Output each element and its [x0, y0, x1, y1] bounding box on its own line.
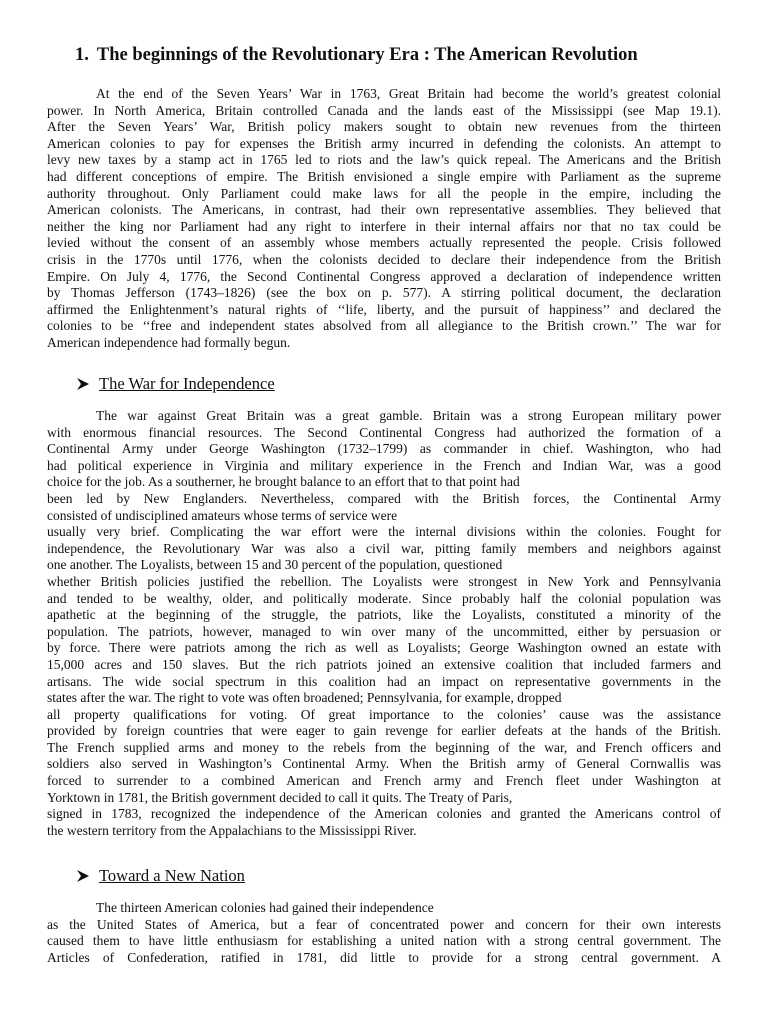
text-line: provided by foreign countries that were eager to gain revenge for earlier defeats at the hands of the British.	[47, 723, 721, 739]
paragraph-war	[47, 408, 721, 839]
text-line: The French supplied arms and money to the rebels from the beginning of the war, and French officers and	[47, 739, 721, 755]
text-line: had political experience in Virginia and military experience in the French and Indian War, was a good	[47, 457, 721, 473]
text-line: apathetic at the beginning of the struggle, the patriots, like the Loyalists, constituted a minority of the	[47, 607, 721, 623]
paragraph-intro	[47, 86, 721, 352]
text-line: authority throughout. Only Parliament could make laws for all the people in the empire, including the	[47, 185, 721, 201]
arrowhead-bullet-icon	[76, 377, 90, 391]
text-line: 15,000 acres and 150 slaves. But the rich patriots joined an extensive coalition that included farmers and	[47, 656, 721, 672]
text-line: by Thomas Jefferson (1743–1826) (see the box on p. 577). A stirring political document, the declaration	[47, 285, 721, 301]
section-heading-toward-a-new-nation	[76, 866, 245, 886]
text-line: forced to surrender to a combined American and French army and French fleet under Washington at	[47, 773, 721, 789]
text-line: artisans. The wide social spectrum in this coalition had an impact on representative governments in the	[47, 673, 721, 689]
text-line: Continental Army under George Washington (1732–1799) as commander in chief. Washington, who had	[47, 441, 721, 457]
text-line: After the Seven Years’ War, British policy makers sought to obtain new revenues from the thirteen	[47, 119, 721, 135]
page-title	[75, 44, 721, 66]
section-heading-war-for-independence	[76, 374, 275, 394]
text-line: population. The patriots, however, managed to win over many of the uncommitted, either by persuasion or	[47, 623, 721, 639]
text-line: crisis in the 1770s until 1776, when the colonists decided to declare their independence from the British	[47, 251, 721, 267]
text-line: affirmed the Enlightenment’s natural rights of ‘‘life, liberty, and the pursuit of happiness’’ and declared the	[47, 301, 721, 317]
text-line: Empire. On July 4, 1776, the Second Continental Congress approved a declaration of independence written	[47, 268, 721, 284]
text-line: states after the war. The right to vote was often broadened; Pennsylvania, for example, dropped	[47, 690, 562, 706]
text-line: the western territory from the Appalachians to the Mississippi River.	[47, 822, 417, 838]
text-line: The thirteen American colonies had gained their independence	[96, 900, 434, 915]
document-page	[47, 44, 721, 965]
text-line: levied without the consent of an assembly whose members actually represented the people. Crisis followed	[47, 235, 721, 251]
text-line: The war against Great Britain was a great gamble. Britain was a strong European military power	[96, 408, 721, 423]
text-line: as the United States of America, but a fear of concentrated power and concern for their own interests	[47, 916, 721, 932]
text-line: usually very brief. Complicating the war effort were the internal divisions within the colonies. Fought for	[47, 524, 721, 540]
text-line: had different conceptions of empire. The British envisioned a single empire with Parliament as the supreme	[47, 168, 721, 184]
text-line: choice for the job. As a southerner, he brought balance to an effort that to that point had	[47, 474, 520, 490]
text-line: levy new taxes by a stamp act in 1765 led to riots and the law’s quick repeal. The Americans and the British	[47, 152, 721, 168]
text-line: been led by New Englanders. Nevertheless, compared with the British forces, the Continental Army	[47, 490, 721, 506]
title-number: 1.	[75, 45, 89, 65]
text-line: with enormous financial resources. The Second Continental Congress had authorized the formation of a	[47, 424, 721, 440]
text-line: by force. There were patriots among the rich as well as Loyalists; George Washington owned an estate with	[47, 640, 721, 656]
text-line: Articles of Confederation, ratified in 1781, did little to provide for a strong central government. A	[47, 949, 721, 965]
text-line: power. In North America, Britain controlled Canada and the lands east of the Mississippi (see Map 19.1).	[47, 102, 721, 118]
text-line: whether British policies justified the rebellion. The Loyalists were strongest in New York and Pennsylvania	[47, 573, 721, 589]
text-line: American independence had formally begun.	[47, 334, 291, 350]
section-heading-label: The War for Independence	[99, 374, 275, 393]
text-line: neither the king nor Parliament had any right to interfere in their internal affairs nor that no tax could be	[47, 218, 721, 234]
text-line: independence, the Revolutionary War was also a civil war, pitting family members and neighbors against	[47, 540, 721, 556]
text-line: consisted of undisciplined amateurs whose terms of service were	[47, 507, 398, 523]
arrowhead-bullet-icon	[76, 869, 90, 883]
text-line: caused them to have little enthusiasm for establishing a united nation with a strong central government. The	[47, 933, 721, 949]
text-line: At the end of the Seven Years’ War in 1763, Great Britain had become the world’s greatest colonial	[96, 86, 721, 101]
text-line: all property qualifications for voting. Of great importance to the colonies’ cause was the assistance	[47, 706, 721, 722]
paragraph-new-nation	[47, 900, 721, 966]
text-line: soldiers also served in Washington’s Continental Army. When the British army of General Cornwallis was	[47, 756, 721, 772]
title-text: The beginnings of the Revolutionary Era : The American Revolution	[96, 45, 638, 65]
text-line: signed in 1783, recognized the independence of the American colonies and granted the Americans control of	[47, 806, 721, 822]
text-line: American colonists. The Americans, in contrast, had their own representative assemblies. They believed that	[47, 202, 721, 218]
text-line: colonies to be ‘‘free and independent states absolved from all allegiance to the British crown.’’ The war for	[47, 318, 721, 334]
text-line: American colonies to pay for expenses the British army incurred in defending the colonists. An attempt to	[47, 135, 721, 151]
text-line: one another. The Loyalists, between 15 and 30 percent of the population, questioned	[47, 557, 503, 573]
text-line: Yorktown in 1781, the British government decided to call it quits. The Treaty of Paris,	[47, 789, 513, 805]
section-heading-label: Toward a New Nation	[99, 866, 245, 885]
text-line: and tended to be wealthy, older, and politically moderate. Since probably half the colonial population was	[47, 590, 721, 606]
